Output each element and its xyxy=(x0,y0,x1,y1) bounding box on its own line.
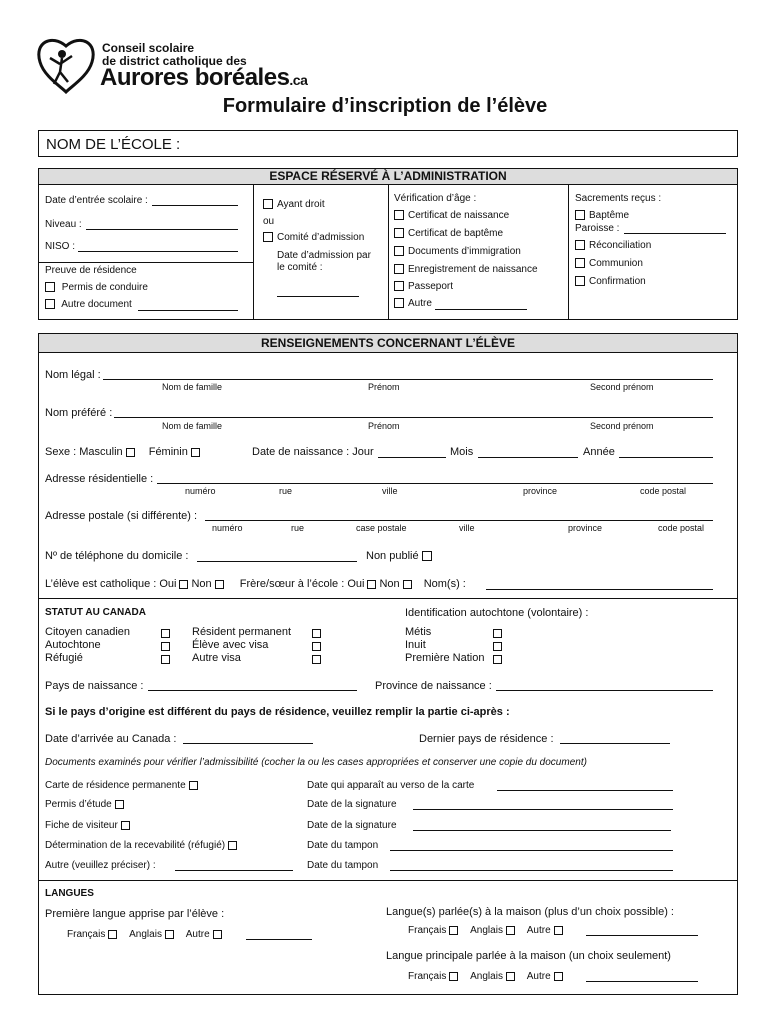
sex-label: Sexe : Masculin xyxy=(45,446,123,458)
main-en-label: Anglais xyxy=(470,971,503,982)
doc-5-label: Autre (veuillez préciser) : xyxy=(45,860,156,871)
doc-4 xyxy=(45,840,240,851)
address-field[interactable] xyxy=(157,483,713,484)
checkbox-icon[interactable] xyxy=(575,210,585,220)
home-fr-checkbox[interactable] xyxy=(449,926,458,935)
address-label: Adresse résidentielle : xyxy=(45,473,154,485)
admin-header: ESPACE RÉSERVÉ À L’ADMINISTRATION xyxy=(38,168,738,185)
main-other-label: Autre xyxy=(526,971,551,982)
age-check-5-label: Passeport xyxy=(408,281,454,292)
addr-sub-2: rue xyxy=(279,486,293,496)
female-label: Féminin xyxy=(148,446,188,458)
pr-checkbox[interactable] xyxy=(312,629,321,638)
addr-sub-1: numéro xyxy=(185,486,216,496)
legal-name-field[interactable] xyxy=(103,379,713,380)
preferred-name-label: Nom préféré : xyxy=(45,407,113,419)
languages-header: LANGUES xyxy=(45,888,94,899)
status-c1-1: Citoyen canadien xyxy=(45,626,131,638)
doc-2 xyxy=(45,799,127,810)
proof-opt1-label: Permis de conduire xyxy=(61,282,148,293)
checkbox-icon[interactable] xyxy=(575,240,585,250)
legal-first-sub: Prénom xyxy=(368,382,400,392)
visa-student-checkbox[interactable] xyxy=(312,642,321,651)
logo-line2: de district catholique des xyxy=(102,54,247,68)
doc-3-date-label: Date de la signature xyxy=(307,820,397,831)
doc-2-checkbox[interactable] xyxy=(115,800,124,809)
indig-3: Première Nation xyxy=(405,652,485,664)
indig-2: Inuit xyxy=(405,639,426,651)
metis-checkbox[interactable] xyxy=(493,629,502,638)
sibling-names-label: Nom(s) : xyxy=(423,578,466,590)
first-fr-label: Français xyxy=(67,929,106,940)
sacrament-3-label: Confirmation xyxy=(589,276,646,287)
sex-row xyxy=(45,446,203,458)
status-header: STATUT AU CANADA xyxy=(45,607,146,618)
checkbox-icon[interactable] xyxy=(263,232,273,242)
indig-title: Identification autochtone (volontaire) : xyxy=(405,607,589,619)
main-language-options xyxy=(408,971,566,982)
sibling-names-field[interactable] xyxy=(486,589,713,590)
age-check-4[interactable] xyxy=(394,264,538,275)
checkbox-icon[interactable] xyxy=(394,246,404,256)
doc-3-checkbox[interactable] xyxy=(121,821,130,830)
home-other-label: Autre xyxy=(526,925,551,936)
committee-label: Comité d’admission xyxy=(277,232,365,243)
first-fr-checkbox[interactable] xyxy=(108,930,117,939)
first-en-label: Anglais xyxy=(129,929,162,940)
bapteme-label: Baptême xyxy=(589,210,630,221)
first-other-label: Autre xyxy=(185,929,210,940)
entry-date-label: Date d’entrée scolaire : xyxy=(45,195,148,206)
age-check-2-label: Certificat de baptême xyxy=(408,228,504,239)
niso-label: NISO : xyxy=(45,241,76,252)
dob-year-field[interactable] xyxy=(619,457,713,458)
postal-sub-6: code postal xyxy=(658,523,705,533)
refugee-checkbox[interactable] xyxy=(161,655,170,664)
last-country-field[interactable] xyxy=(560,743,670,744)
age-check-6-label: Autre xyxy=(408,298,432,309)
sibling-yes-checkbox[interactable] xyxy=(367,580,376,589)
addr-sub-3: ville xyxy=(382,486,398,496)
status-c2-1: Résident permanent xyxy=(192,626,292,638)
year-label: Année xyxy=(583,446,615,458)
phone-label: Nº de téléphone du domicile : xyxy=(45,550,189,562)
sacraments-title: Sacrements reçus : xyxy=(575,193,662,204)
postal-sub-1: numéro xyxy=(212,523,243,533)
birth-country-label: Pays de naissance : xyxy=(45,680,144,692)
main-other-field[interactable] xyxy=(586,981,698,982)
doc-2-label: Permis d’étude xyxy=(45,799,112,810)
age-check-6[interactable] xyxy=(394,298,432,309)
logo-emblem-icon xyxy=(32,36,100,94)
sacrament-2-label: Communion xyxy=(589,258,643,269)
doc-4-date-label: Date du tampon xyxy=(307,840,379,851)
age-check-1[interactable] xyxy=(394,210,509,221)
age-check-5[interactable] xyxy=(394,281,453,292)
proof-opt2-label: Autre document xyxy=(61,299,132,310)
home-en-label: Anglais xyxy=(470,925,503,936)
arrival-field[interactable] xyxy=(183,743,313,744)
doc-1 xyxy=(45,780,201,791)
addr-sub-4: province xyxy=(523,486,558,496)
phone-field[interactable] xyxy=(197,561,357,562)
doc-1-date-label: Date qui apparaît au verso de la carte xyxy=(307,780,475,791)
or-label: ou xyxy=(263,216,275,227)
birth-country-field[interactable] xyxy=(148,690,357,691)
sacrament-3[interactable] xyxy=(575,276,646,287)
postal-sub-3: case postale xyxy=(356,523,407,533)
catholic-row xyxy=(45,578,466,590)
proof-opt1[interactable] xyxy=(45,282,148,293)
checkbox-icon[interactable] xyxy=(394,264,404,274)
doc-1-date-field[interactable] xyxy=(497,790,673,791)
catholic-no-label: Non xyxy=(191,578,212,590)
checkbox-icon[interactable] xyxy=(263,199,273,209)
sacrament-1[interactable] xyxy=(575,240,651,251)
ayant-droit-option[interactable] xyxy=(263,199,325,210)
level-field[interactable] xyxy=(86,229,238,230)
pref-family-sub: Nom de famille xyxy=(162,421,223,431)
checkbox-icon[interactable] xyxy=(394,210,404,220)
checkbox-icon[interactable] xyxy=(575,276,585,286)
age-check-2[interactable] xyxy=(394,228,503,239)
checkbox-icon[interactable] xyxy=(394,281,404,291)
age-check-1-label: Certificat de naissance xyxy=(408,210,510,221)
main-fr-label: Français xyxy=(408,971,447,982)
sacrament-1-label: Réconciliation xyxy=(589,240,652,251)
checkbox-icon[interactable] xyxy=(575,258,585,268)
doc-3-date-field[interactable] xyxy=(413,830,671,831)
admission-date-label-1: Date d’admission par xyxy=(277,250,371,261)
first-other-field[interactable] xyxy=(246,939,312,940)
doc-4-date-field[interactable] xyxy=(390,850,673,851)
doc-5-date-field[interactable] xyxy=(390,870,673,871)
catholic-no-checkbox[interactable] xyxy=(215,580,224,589)
checkbox-icon[interactable] xyxy=(394,228,404,238)
sibling-label: Frère/sœur à l’école : Oui xyxy=(239,578,365,590)
unlisted-row[interactable] xyxy=(366,550,436,562)
doc-3 xyxy=(45,820,133,831)
doc-5-date-label: Date du tampon xyxy=(307,860,379,871)
first-nation-checkbox[interactable] xyxy=(493,655,502,664)
main-en-checkbox[interactable] xyxy=(506,972,515,981)
catholic-yes-checkbox[interactable] xyxy=(179,580,188,589)
postal-sub-5: province xyxy=(568,523,603,533)
status-c2-3: Autre visa xyxy=(192,652,241,664)
doc-1-label: Carte de résidence permanente xyxy=(45,780,186,791)
doc-2-date-field[interactable] xyxy=(413,809,673,810)
preferred-name-field[interactable] xyxy=(114,417,713,418)
dob-day-field[interactable] xyxy=(378,457,446,458)
logo-line3 xyxy=(100,64,307,92)
month-label: Mois xyxy=(450,446,474,458)
age-check-3[interactable] xyxy=(394,246,521,257)
main-language-label: Langue principale parlée à la maison (un choix seulement) xyxy=(386,950,671,962)
school-name-label: NOM DE L’ÉCOLE : xyxy=(46,136,181,153)
doc-3-label: Fiche de visiteur xyxy=(45,820,118,831)
age-check-4-label: Enregistrement de naissance xyxy=(408,264,538,275)
indig-1: Métis xyxy=(405,626,432,638)
parish-label: Paroisse : xyxy=(575,223,620,234)
committee-option[interactable] xyxy=(263,232,364,243)
doc-4-checkbox[interactable] xyxy=(228,841,237,850)
home-language-label: Langue(s) parlée(s) à la maison (plus d’un choix possible) : xyxy=(386,906,674,918)
first-language-label: Première langue apprise par l’élève : xyxy=(45,908,225,920)
niso-field[interactable] xyxy=(78,251,238,252)
page-title: Formulaire d’inscription de l’élève xyxy=(222,95,548,117)
legal-name-label: Nom légal : xyxy=(45,369,101,381)
home-other-field[interactable] xyxy=(586,935,698,936)
female-checkbox[interactable] xyxy=(191,448,200,457)
logo-suffix: .ca xyxy=(289,72,308,88)
logo-brand: Aurores boréales xyxy=(100,64,290,91)
checkbox-icon[interactable] xyxy=(45,282,55,292)
origin-note: Si le pays d’origine est différent du pays de résidence, veuillez remplir la partie ci-après : xyxy=(45,706,510,718)
proof-label: Preuve de résidence xyxy=(45,265,137,276)
dob-label: Date de naissance : Jour xyxy=(252,446,374,458)
bapteme-option[interactable] xyxy=(575,210,629,221)
arrival-label: Date d’arrivée au Canada : xyxy=(45,733,177,745)
sacrament-2[interactable] xyxy=(575,258,643,269)
status-c2-2: Élève avec visa xyxy=(192,639,269,651)
first-language-options xyxy=(67,929,225,940)
unlisted-checkbox[interactable] xyxy=(422,551,432,561)
entry-date-field[interactable] xyxy=(152,205,238,206)
doc-4-label: Détermination de la recevabilité (réfugié) xyxy=(45,840,226,851)
addr-sub-5: code postal xyxy=(640,486,687,496)
home-language-options xyxy=(408,925,566,936)
doc-2-date-label: Date de la signature xyxy=(307,799,397,810)
age-check-title: Vérification d’âge : xyxy=(394,193,477,204)
unlisted-label: Non publié xyxy=(366,550,419,562)
birth-province-field[interactable] xyxy=(496,690,713,691)
main-other-checkbox[interactable] xyxy=(554,972,563,981)
postal-sub-4: ville xyxy=(459,523,475,533)
dob-month-field[interactable] xyxy=(478,457,578,458)
legal-family-sub: Nom de famille xyxy=(162,382,223,392)
other-visa-checkbox[interactable] xyxy=(312,655,321,664)
legal-second-sub: Second prénom xyxy=(590,382,654,392)
logo-line1: Conseil scolaire xyxy=(102,41,195,55)
first-en-checkbox[interactable] xyxy=(165,930,174,939)
proof-opt2[interactable] xyxy=(45,299,132,310)
birth-province-label: Province de naissance : xyxy=(375,680,492,692)
age-other-field[interactable] xyxy=(435,309,527,310)
home-other-checkbox[interactable] xyxy=(554,926,563,935)
doc-5-other-field[interactable] xyxy=(175,870,293,871)
pref-first-sub: Prénom xyxy=(368,421,400,431)
proof-other-field[interactable] xyxy=(138,310,238,311)
citizen-checkbox[interactable] xyxy=(161,629,170,638)
home-en-checkbox[interactable] xyxy=(506,926,515,935)
checkbox-icon[interactable] xyxy=(394,298,404,308)
age-check-3-label: Documents d’immigration xyxy=(408,246,521,257)
autochtone-checkbox[interactable] xyxy=(161,642,170,651)
admission-date-label-2: le comité : xyxy=(277,262,323,273)
sibling-no-checkbox[interactable] xyxy=(403,580,412,589)
checkbox-icon[interactable] xyxy=(45,299,55,309)
student-header: RENSEIGNEMENTS CONCERNANT L’ÉLÈVE xyxy=(38,333,738,353)
postal-sub-2: rue xyxy=(291,523,305,533)
first-other-checkbox[interactable] xyxy=(213,930,222,939)
catholic-label: L’élève est catholique : Oui xyxy=(45,578,177,590)
doc-1-checkbox[interactable] xyxy=(189,781,198,790)
postal-label: Adresse postale (si différente) : xyxy=(45,510,198,522)
level-label: Niveau : xyxy=(45,219,82,230)
postal-field[interactable] xyxy=(205,520,713,521)
status-c1-3: Réfugié xyxy=(45,652,83,664)
admission-date-field[interactable] xyxy=(277,296,359,297)
student-section xyxy=(38,333,738,995)
pref-second-sub: Second prénom xyxy=(590,421,654,431)
status-c1-2: Autochtone xyxy=(45,639,101,651)
docs-note: Documents examinés pour vérifier l’admissibilité (cocher la ou les cases appropriées et conserver une copie du document) xyxy=(45,757,587,768)
last-country-label: Dernier pays de résidence : xyxy=(419,733,554,745)
sibling-no-label: Non xyxy=(379,578,400,590)
male-checkbox[interactable] xyxy=(126,448,135,457)
ayant-droit-label: Ayant droit xyxy=(277,199,325,210)
home-fr-label: Français xyxy=(408,925,447,936)
inuit-checkbox[interactable] xyxy=(493,642,502,651)
parish-field[interactable] xyxy=(624,233,726,234)
main-fr-checkbox[interactable] xyxy=(449,972,458,981)
